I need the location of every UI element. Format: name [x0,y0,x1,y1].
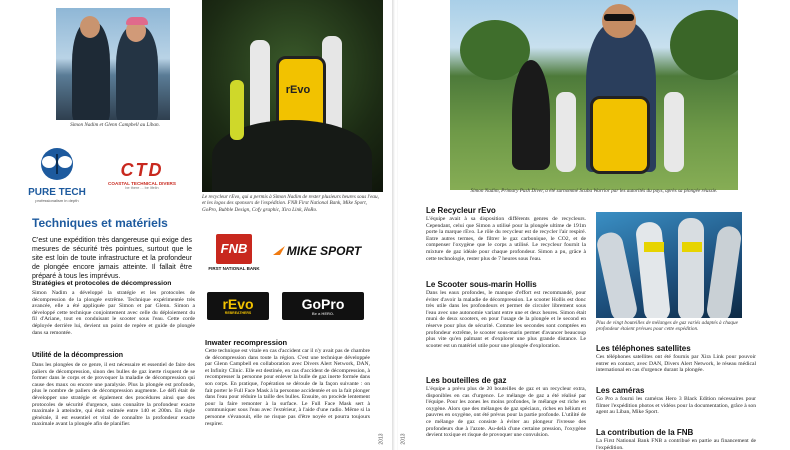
right-page [398,0,790,450]
mikesport-wordmark: MIKE SPORT [286,244,362,258]
heading-recycleur: Le Recycleur rEvo [426,206,496,215]
photo-caption: Plus de vingt bouteilles de mélanges de gaz variés adaptés à chaque profondeur étaient prévues pour cette expédition. [596,320,738,333]
gopro-wordmark: GoPro [301,295,345,312]
fnb-wordmark: FNB [220,241,248,256]
page-number: 2013 [400,433,407,445]
revo-tagline: REBREATHERS [224,311,252,315]
mikesport-swoosh-icon [271,243,287,259]
ctd-logo [96,160,188,194]
pure-tech-mask-icon [20,146,94,182]
page-number: 2013 [378,433,385,445]
heading-strategies: Stratégies et protocoles de décompression [32,280,172,287]
heading-telephones: Les téléphones satellites [596,344,691,353]
heading-bouteilles: Les bouteilles de gaz [426,376,507,385]
lead-paragraph: C'est une expédition très dangereuse qui exige des mesures de sécurité très pointues, surtout que le site est loin de toute infrastructure et la profondeur de plongée encore jamais atteinte. Il fallait être préparé à tous les imprévus. [32,237,192,280]
photo-divers-portrait [56,8,170,120]
paragraph-strategies: Simon Nadim a développé la stratégie et les protocoles de décompression de la plongée extrême. Technique expérimentée très avancée, elle a été appliquée par Simon et par Glenn. Simon a développé cette technique conjointement avec celle du déploiement du fil d'Ariane, tout en conduisant le scooter sous l'eau. Cette corde déployée derrière lui, devient un point de repère et guide de plongée dans sa remontée. [32,290,195,336]
heading-cameras: Les caméras [596,386,645,395]
sponsor-revo-logo [207,292,269,320]
sponsor-fnb-logo [205,228,263,276]
ctd-tagline: be there ... be lifelin [125,186,159,190]
heading-scooter: Le Scooter sous-marin Hollis [426,280,537,289]
paragraph-scooter: Dans les eaux profondes, le manque d'effort est recommandé, pour éviter d'avoir la maladie de décompression. Le scooter Hollis est donc très utile dans les profondeurs et permet de circuler librement sous l'eau avec une autonomie variant entre une et deux heures. Simon était muni de deux scooters, en pour l'usage de la plongée et le second en réserve pour plus de sécurité. Comme les secondes sont comptées en profondeur extrême, le scooter sous-marin permet d'avancer beaucoup plus vite qu'en palmant et d'explorer une plus grande distance. Le scooter est un matériel utile pour une plongée d'exploration. [426,290,586,349]
paragraph-cameras: Go Pro a fourni les caméras Hero 3 Black Edition nécessaires pour filmer l'expédition photos et vidéos pour la documentation, grâce à son agent au Liban, Mike Sport. [596,396,756,416]
photo-caption: Simon Nadim et Glenn Campbell au Liban. [70,122,160,128]
photo-rebreather: rEvo [202,0,383,192]
pure-tech-tagline: professionalism in depth [35,198,79,203]
heading-utilite: Utilité de la décompression [32,352,124,359]
fnb-name: FIRST NATIONAL BANK [208,265,260,271]
paragraph-inwater: Cette technique est vitale en cas d'accident car il n'y avait pas de chambre de décompression dans toute la région. C'est une technique développée par Glenn Campbell en collaboration avec Divers Alert Network, DAN, et Infinity Clinic. Elle est destinée, en cas d'accident de décompression, à recompresser la personne pour enlever la bulle de gaz inerte formée dans son corps. En pratique, l'opération se déroule de la façon suivante : on fait porter le Full Face Mask à la personne accidentée et on la fait plonger dans l'eau pour réduire la taille des bulles. Ensuite, on procède lentement pour la faire remonter à la surface. Le Full Face Mask sert à communiquer sous l'eau avec l'extérieur, à l'aide d'une radio. Même si la personne s'évanouit, elle ne risque pas d'être noyée et pourra toujours respirer. [205,348,370,427]
pure-tech-wordmark: PURE TECH [28,187,86,198]
revo-wordmark: rEvo [222,296,254,312]
section-title: Techniques et matériels [32,216,168,230]
sponsor-mikesport-logo [266,236,366,266]
paragraph-bouteilles: L'équipe a prévu plus de 20 bouteilles de gaz et un recycleur extra, disponibles en cas d'urgence. Le mélange de gaz a été réalisé par l'équipe. Pour les zones les moins profondes, le mélange est riche en oxygène. Alors que des mélanges de gaz spéciaux, riches en hélium et pauvres en oxygène, ont été prévus pour la partie profonde. L'utilité de ce mélange de gaz consiste à éviter au plongeur l'ivresse des profondeurs due à l'azote. Au-delà d'une certaine pression, l'oxygène devient toxique et risque de provoquer une convulsion. [426,386,586,439]
ctd-name: COASTAL TECHNICAL DIVERS [108,181,176,186]
paragraph-utilite: Dans les plongées de ce genre, il est nécessaire et essentiel de faire des paliers de décompression, sinon des bulles de gaz inerte risquent de se former dans le corps et de provoquer la maladie de décompression qui cause des maux ou encore une paralysie. Plus la plongée est profonde, plus le nombre de paliers de décompression augmente. Le défi était de développer une stratégie et également des procédures ainsi que des protocoles de sécurité d'urgence, sans connaître la profondeur exacte maximale à atteindre, qui était estimée entre 140 et 200m. En règle générale, il est essentiel et vital de connaître la profondeur exacte maximale avant la plongée afin de planifier. [32,362,195,428]
paragraph-telephones: Ces téléphones satellites ont été fournis par Xira Link pour pouvoir entrer en contact, avec DAN, Divers Alert Network, le réseau médical international en cas d'urgence durant la plongée. [596,354,756,374]
paragraph-fnb: La First National Bank FNB a contribué en partie au financement de l'expédition. [596,438,756,450]
paragraph-recycleur: L'équipe avait à sa disposition différents genres de recycleurs. Cependant, celui que Simon a utilisé pour la plongée ultime de 191m porte la marque rEvo. Le rôle du recycleur est de recycler l'air respiré. Entre autres termes, de filtrer le gaz carbonique, le CO2, et de compenser l'oxygène que le corps a utilisé. Le recycleur fournit la mixture de gaz idéale pour chaque profondeur. Simon a pu, grâce à cette technologie, rester plus de 7 heures sous l'eau. [426,216,586,262]
heading-inwater: Inwater recompression [205,338,288,347]
pure-tech-logo [20,146,94,203]
photo-caption: Simon Nadim, Primary Push Diver, a été surnommé Scuba Warrior par les autorités du pays, après sa plongée réussie. [470,188,718,194]
photo-caption: Le recycleur rEvo, qui a permis à Simon Nadim de rester plusieurs heures sous l'eau, et les logos des sponsors de l'expédition. FNB First National Bank, Mike Sport, GoPro, Bubble Design, Cofy graphic, Xira Link, HoRo. [202,194,379,213]
heading-fnb: La contribution de la FNB [596,428,694,437]
photo-gas-bottles [596,212,742,318]
photo-simon-nadim [450,0,738,190]
sponsor-gopro-logo [282,292,364,320]
ctd-wordmark: CTD [120,160,164,180]
gopro-tagline: Be a HERO. [311,310,335,316]
